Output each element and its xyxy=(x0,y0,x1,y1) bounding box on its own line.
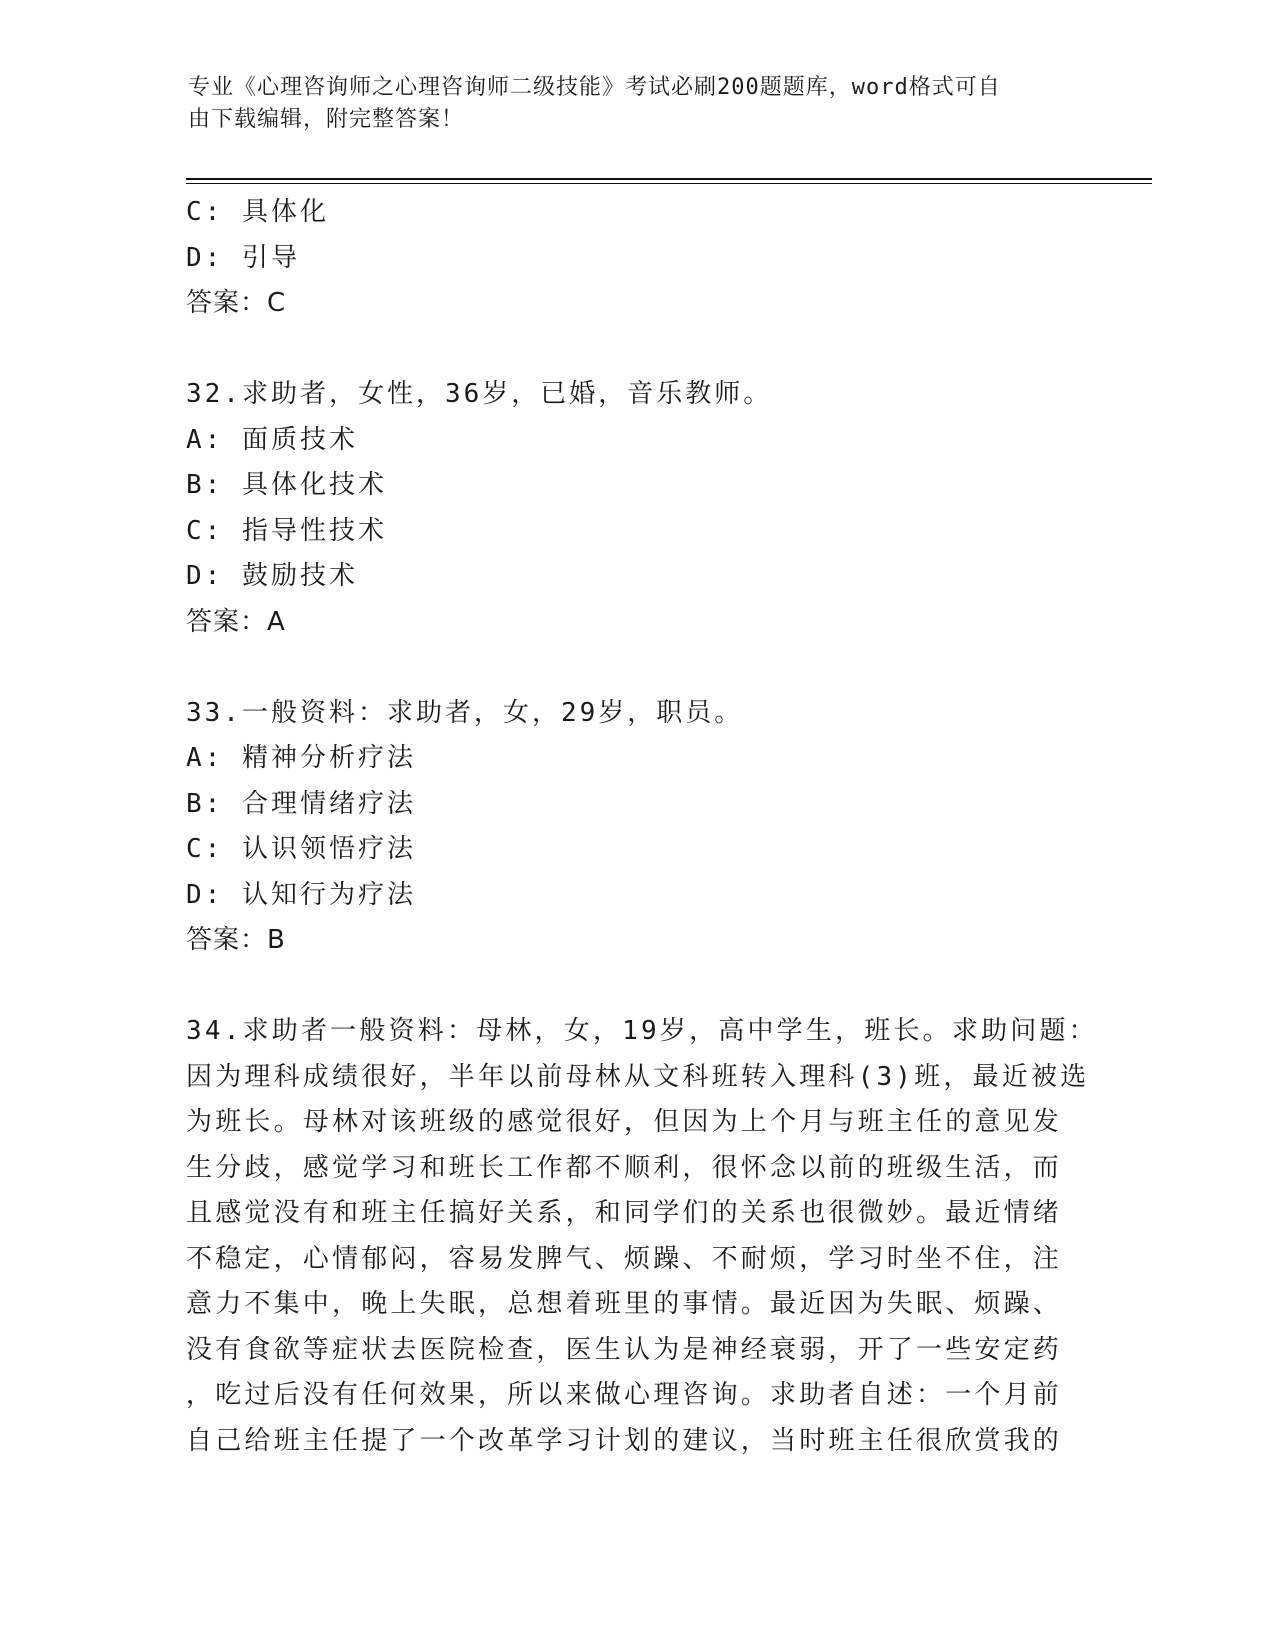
option-b: B: 具体化技术 xyxy=(186,470,387,500)
paragraph-line: 为班长。母林对该班级的感觉很好，但因为上个月与班主任的意见发 xyxy=(186,1107,1063,1137)
header-divider-thin xyxy=(186,183,1152,184)
question-31-tail xyxy=(186,190,1076,327)
paragraph-line: 自己给班主任提了一个改革学习计划的建议，当时班主任很欣赏我的 xyxy=(186,1425,1063,1456)
answer: 答案：A xyxy=(186,606,286,637)
header-line-1: 专业《心理咨询师之心理咨询师二级技能》考试必刷200题题库，word格式可自 xyxy=(188,75,1001,100)
paragraph-line: 不稳定，心情郁闷，容易发脾气、烦躁、不耐烦，学习时坐不住，注 xyxy=(186,1243,1063,1274)
paragraph-line: 没有食欲等症状去医院检查，医生认为是神经衰弱，开了一些安定药 xyxy=(186,1334,1063,1365)
option-a: A: 精神分析疗法 xyxy=(186,743,416,773)
document-body xyxy=(186,190,1098,1464)
header-divider-thick xyxy=(186,178,1152,180)
spacer xyxy=(186,964,1076,1010)
question-32 xyxy=(186,372,1076,645)
spacer xyxy=(186,327,1076,373)
question-33 xyxy=(186,691,1076,964)
option-c: C: 指导性技术 xyxy=(186,515,387,546)
question-stem: 32.求助者，女性，36岁，已婚，音乐教师。 xyxy=(186,379,773,409)
question-stem: 33.一般资料：求助者，女，29岁，职员。 xyxy=(186,697,744,728)
option-c: C: 认识领悟疗法 xyxy=(186,834,416,864)
document-header xyxy=(188,72,1078,136)
answer: 答案：C xyxy=(186,288,287,318)
answer: 答案：B xyxy=(186,925,286,955)
paragraph-line: 生分歧，感觉学习和班长工作都不顺利，很怀念以前的班级生活，而 xyxy=(186,1152,1063,1183)
option-d: D: 鼓励技术 xyxy=(186,561,358,591)
header-line-2: 由下载编辑，附完整答案！ xyxy=(188,107,465,132)
paragraph-line: ，吃过后没有任何效果，所以来做心理咨询。求助者自述：一个月前 xyxy=(186,1380,1063,1410)
option-a: A: 面质技术 xyxy=(186,424,358,455)
option-d: D: 认知行为疗法 xyxy=(186,879,416,910)
spacer xyxy=(186,645,1076,691)
question-34 xyxy=(186,1009,1098,1464)
option-c: C: 具体化 xyxy=(186,197,329,227)
option-b: B: 合理情绪疗法 xyxy=(186,788,416,819)
paragraph-line: 34.求助者一般资料：母林，女，19岁，高中学生，班长。求助问题： xyxy=(186,1016,1098,1046)
paragraph-line: 意力不集中，晚上失眠，总想着班里的事情。最近因为失眠、烦躁、 xyxy=(186,1289,1063,1319)
paragraph-line: 因为理科成绩很好，半年以前母林从文科班转入理科(3)班，最近被选 xyxy=(186,1061,1090,1092)
paragraph-line: 且感觉没有和班主任搞好关系，和同学们的关系也很微妙。最近情绪 xyxy=(186,1198,1063,1228)
option-d: D: 引导 xyxy=(186,242,300,273)
